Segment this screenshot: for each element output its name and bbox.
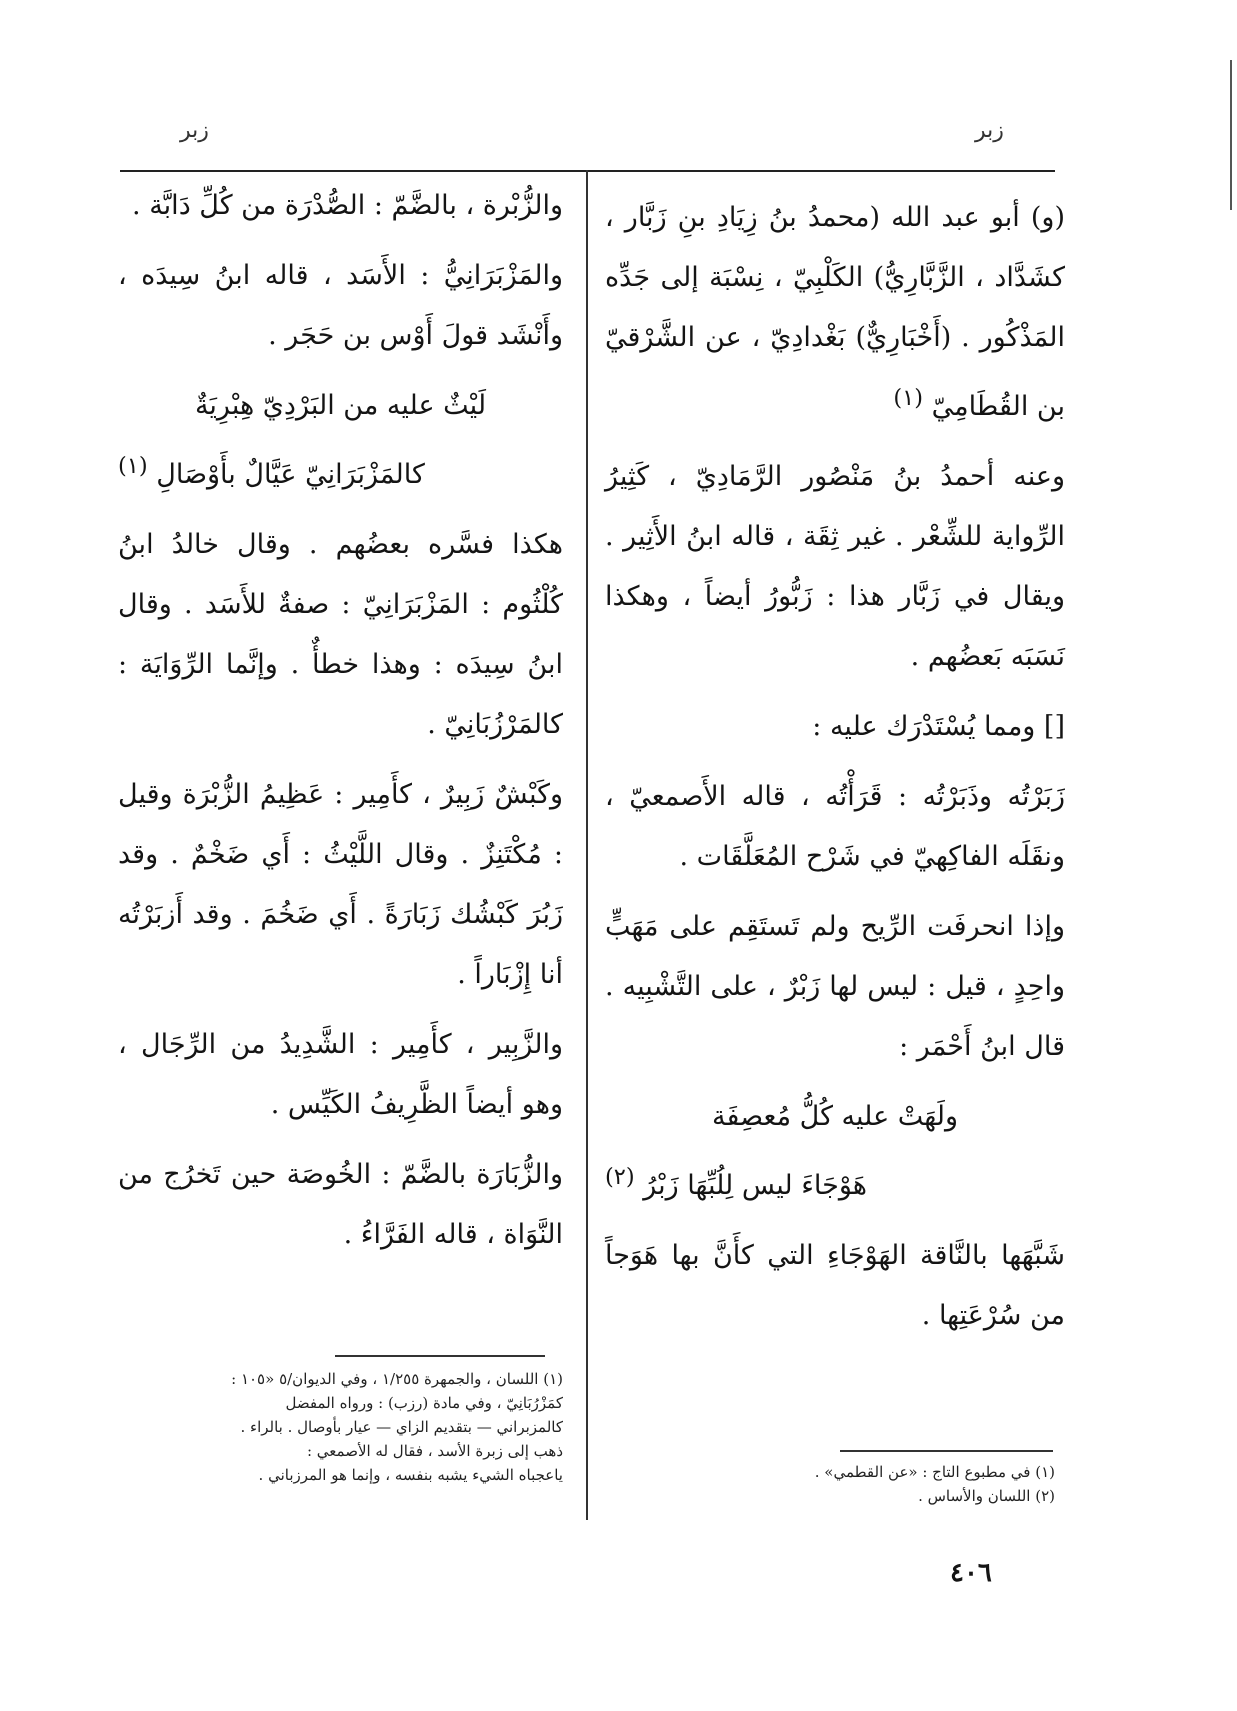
verse-line: لَيْثٌ عليه من البَرْدِيّ هِبْرِيَةٌ [194,390,487,421]
paragraph: وعنه أحمدُ بنُ مَنْصُور الرَّمَادِيّ ، كَثِيرُ الرِّواية للشِّعْر . غير ثِقَة ، قاله ابنُ الأَثِير . ويقال في زَبَّار هذا : زَبُّورُ أيضاً ، وهكذا نَسَبَه بَعضُهم . [605,461,1065,672]
verse-line: كالمَزْبَرَانِيّ عَيَّالٌ بأَوْصَالِ $^{(١)}$ [118,453,425,490]
footnote-mark: (١) [893,385,924,411]
verse-line: ولَهَتْ عليه كُلُّ مُعصِفَة [712,1101,958,1132]
running-head-right: زبر [975,118,1004,143]
right-column [605,188,1065,1356]
paragraph: شَبَّهَها بالنَّاقة الهَوْجَاءِ التي كأَنَّ بها هَوَجاً من سُرْعَتِها . [605,1240,1065,1331]
footnote: ياعجباه الشيء يشبه بنفسه ، وإنما هو المرزباني . [258,1466,563,1484]
column-divider [586,170,588,1520]
paragraph: والزَّبِير ، كأَمِير : الشَّدِيدُ من الرِّجَال ، وهو أيضاً الظَّرِيفُ الكَيِّس . [118,1029,563,1120]
paragraph: وكَبْشٌ زَبِيرٌ ، كأَمِير : عَظِيمُ الزُّبْرَة وقيل : مُكْتَنِزٌ . وقال اللَّيْثُ : أَي ضَخْمٌ . وقد زَبُرَ كَبْشُك زَبَارَةً . أَي ضَخُمَ . وقد أَزبَرْتُه أنا إِزْبَاراً . [118,779,563,990]
footnote-mark: (٢) [605,1164,635,1190]
paragraph: (و) أبو عبد الله (محمدُ بنُ زِيَادِ بنِ زَبَّار ، كشَدَّاد ، الزَّبَّارِيُّ) الكَلْبِيّ ، نِسْبَة إلى جَدِّه المَذْكُور . (أَخْبَارِيٌّ) بَغْدادِيّ ، عن الشَّرْقيّ بن القُطَامِيّ $^{(١)}$ [605,202,1065,422]
margin-mark [1230,60,1232,210]
footnote: (١) في مطبوع التاج : «عن القطمي» . [814,1463,1055,1481]
footnotes-right [760,1460,1055,1508]
footnote-mark: (١) [118,453,148,479]
paragraph: والمَزْبَرَانِيُّ : الأَسَد ، قاله ابنُ سِيدَه ، وأَنْشَد قولَ أَوْس بن حَجَر . [118,260,563,351]
footnote-rule [335,1355,545,1357]
paragraph: والزُّبَارَة بالضَّمّ : الخُوصَة حين تَخرُج من النَّوَاة ، قاله الفَرَّاءُ . [118,1159,563,1250]
footnote: كمَزْرُبَانِيّ ، وفي مادة (رزب) : ورواه المفضل [285,1394,563,1412]
paragraph: [] ومما يُسْتَدْرَك عليه : [812,711,1065,742]
running-head-left: زبر [180,118,209,143]
paragraph: وإذا انحرفَت الرِّيح ولم تَستَقِم على مَهَبٍّ واحِدٍ ، قيل : ليس لها زَبْرٌ ، على التَّشْبِيه . قال ابنُ أَحْمَر : [605,911,1065,1062]
left-column [118,176,563,1275]
footnote-rule [840,1450,1053,1452]
paragraph: هكذا فسَّره بعضُهم . وقال خالدُ ابنُ كُلْثُوم : المَزْبَرَانِيّ : صفةٌ للأَسَد . وقال ابنُ سِيدَه : وهذا خطأٌ . وإنَّما الرِّوَايَة : كالمَرْزُبَانِيّ . [118,529,563,740]
paragraph: والزُّبْرة ، بالضَّمّ : الصُّدْرَة من كُلِّ دَابَّة . [132,190,563,221]
page-number: ٤٠٦ [950,1558,992,1588]
footnotes-left [118,1367,563,1487]
footnote: (١) اللسان ، والجمهرة ١/٢٥٥ ، وفي الديوان/٥ «١٠٥ : [231,1370,563,1388]
paragraph: زَبَرْتُه وذَبَرْتُه : قَرَأْتُه ، قاله الأَصمعيّ ، ونقَلَه الفاكِهيّ في شَرْح المُعَلَّقَات . [605,781,1065,872]
footnote: ذهب إلى زبرة الأسد ، فقال له الأصمعي : [306,1442,563,1460]
footnote: كالمزبراني — بتقديم الزاي — عيار بأوصال . بالراء . [240,1418,563,1436]
verse-line: هَوْجَاءَ ليس لِلُبِّهَا زَبْرُ $^{(٢)}$ [605,1164,868,1201]
footnote: (٢) اللسان والأساس . [918,1487,1055,1505]
